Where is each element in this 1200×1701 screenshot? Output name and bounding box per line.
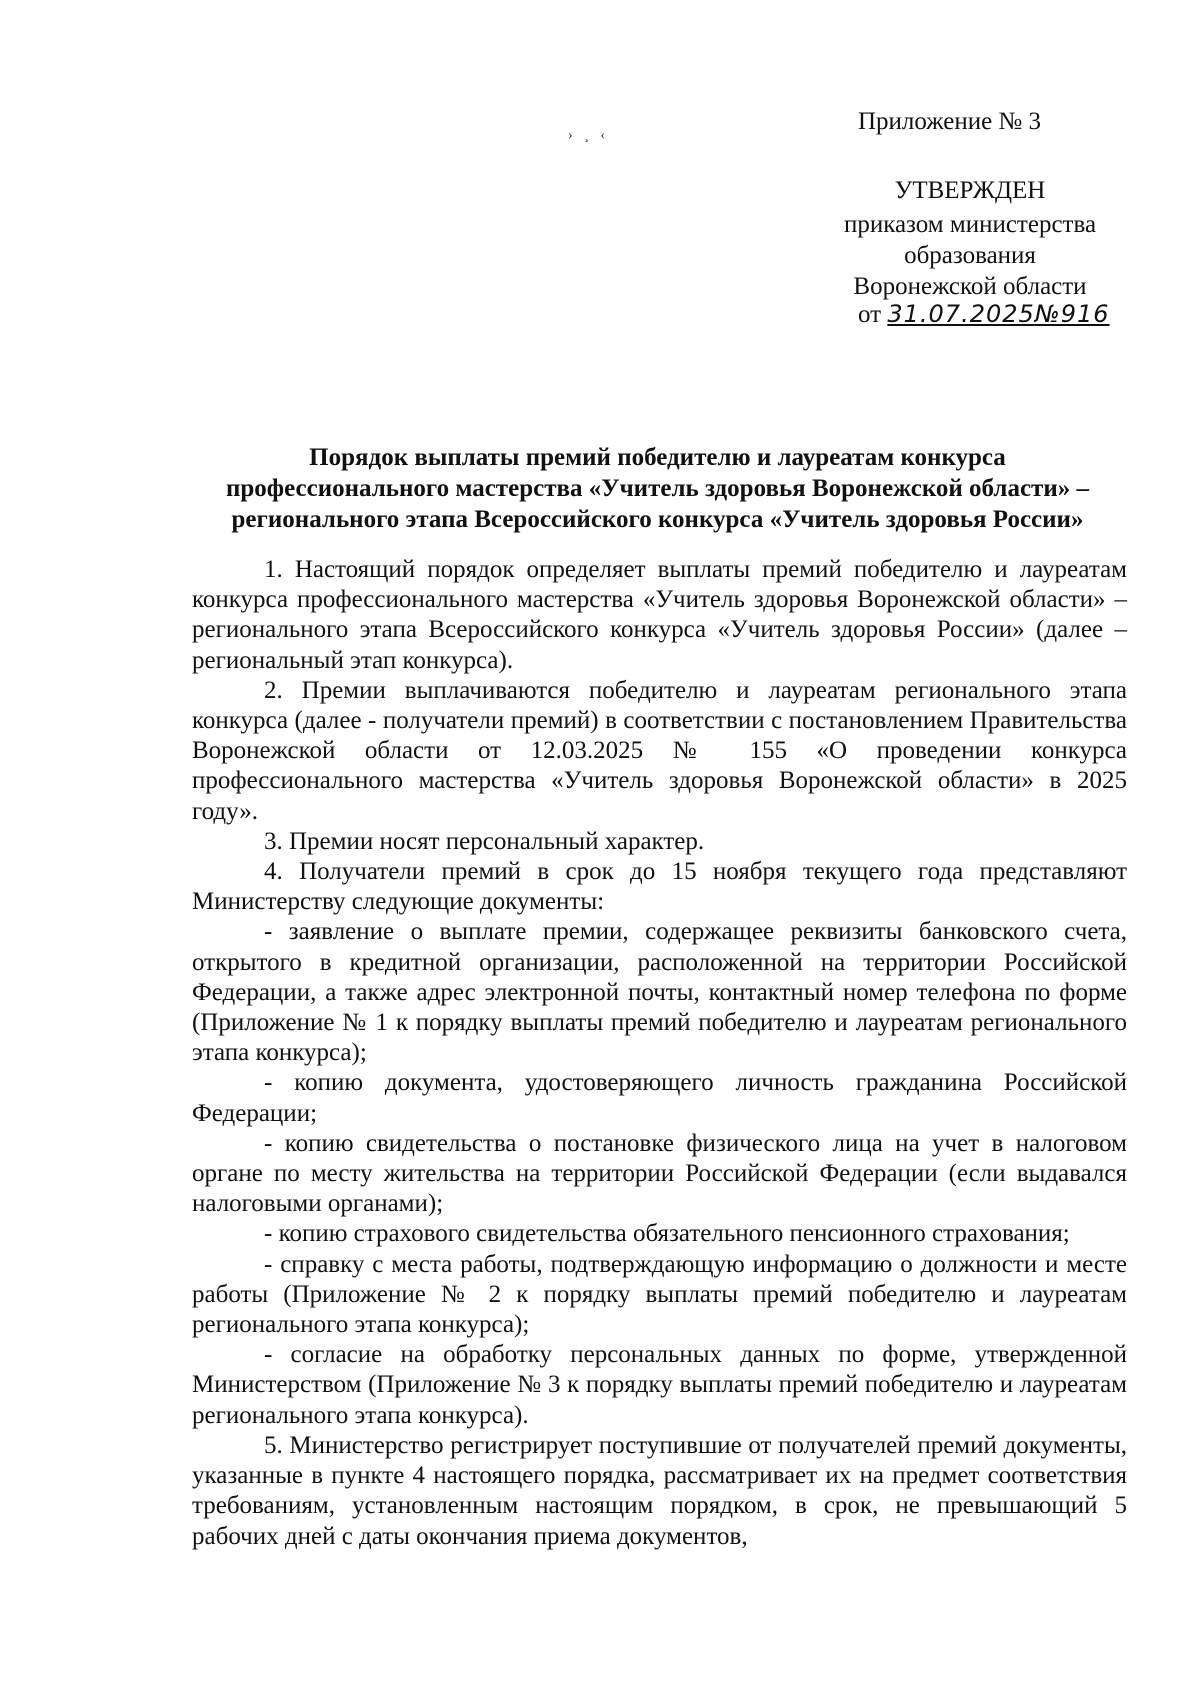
approval-line: образования bbox=[904, 242, 1036, 269]
title-line: регионального этапа Всероссийского конкурса «Учитель здоровья России» bbox=[231, 506, 1084, 533]
order-number-handwritten: №916 bbox=[1034, 300, 1110, 328]
approval-block bbox=[810, 175, 1130, 302]
paragraph-1: 1. Настоящий порядок определяет выплаты премий победителю и лауреатам конкурса профессионального мастерства «Учитель здоровья Воронежской области» – регионального этапа Всероссийского конкурса «Учитель здоровья России» (далее – региональный этап конкурса). bbox=[192, 556, 1127, 674]
approved-title: УТВЕРЖДЕН bbox=[894, 177, 1046, 204]
paragraph-4: 4. Получатели премий в срок до 15 ноября текущего года представляют Министерству следующие документы: bbox=[192, 858, 1127, 916]
document-body bbox=[192, 555, 1127, 1552]
approval-line: Воронежской области bbox=[853, 273, 1087, 300]
order-prefix: от bbox=[858, 301, 882, 328]
scan-speck: › ¸ ‹ bbox=[568, 128, 609, 143]
approval-line: приказом министерства bbox=[843, 211, 1097, 238]
paragraph-3: 3. Премии носят персональный характер. bbox=[264, 827, 705, 855]
title-line: профессионального мастерства «Учитель здоровья Воронежской области» – bbox=[226, 475, 1089, 502]
list-item: - согласие на обработку персональных данных по форме, утвержденной Министерством (Приложение № 3 к порядку выплаты премий победителю и лауреатам регионального этапа конкурса). bbox=[192, 1341, 1127, 1429]
list-item: - заявление о выплате премии, содержащее реквизиты банковского счета, открытого в кредитной организации, расположенной на территории Российской Федерации, а также адрес электронной почты, контактный номер телефона по форме (Приложение № 1 к порядку выплаты премий победителю и лауреатам регионального этапа конкурса); bbox=[192, 918, 1127, 1067]
list-item: - копию страхового свидетельства обязательного пенсионного страхования; bbox=[264, 1220, 1070, 1248]
list-item: - справку с места работы, подтверждающую информацию о должности и месте работы (Приложение № 2 к порядку выплаты премий победителю и лауреатам регионального этапа конкурса); bbox=[192, 1250, 1127, 1339]
paragraph-2: 2. Премии выплачиваются победителю и лауреатам регионального этапа конкурса (далее - получатели премий) в соответствии с постановлением Правительства Воронежской области от 12.03.2025 № 155 «О проведении конкурса профессионального мастерства «Учитель здоровья Воронежской области» в 2025 году». bbox=[192, 676, 1127, 825]
document-title bbox=[190, 442, 1125, 535]
appendix-label: Приложение № 3 bbox=[858, 108, 1042, 135]
list-item: - копию свидетельства о постановке физического лица на учет в налоговом органе по месту жительства на территории Российской Федерации (если выдавался налоговыми органами); bbox=[192, 1129, 1127, 1218]
order-date-handwritten: 31.07.2025 bbox=[887, 300, 1035, 328]
title-line: Порядок выплаты премий победителю и лауреатам конкурса bbox=[309, 444, 1006, 471]
paragraph-5: 5. Министерство регистрирует поступившие от получателей премий документы, указанные в пункте 4 настоящего порядка, рассматривает их на предмет соответствия требованиям, установленным настоящим порядком, в срок, не превышающий 5 рабочих дней с даты окончания приема документов, bbox=[192, 1431, 1127, 1550]
list-item: - копию документа, удостоверяющего личность гражданина Российской Федерации; bbox=[192, 1069, 1127, 1127]
order-reference bbox=[858, 300, 1110, 329]
